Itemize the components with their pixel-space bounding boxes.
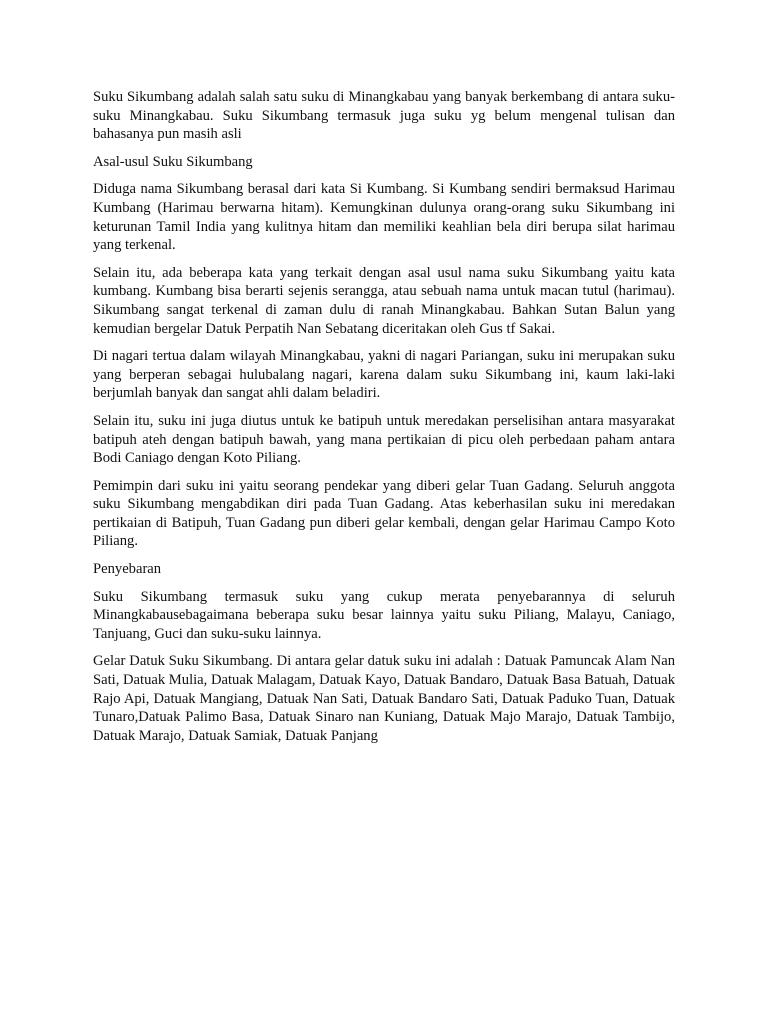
paragraph-distribution: Suku Sikumbang termasuk suku yang cukup merata penyebarannya di seluruh Minangkabausebagaimana beberapa suku besar lainnya yaitu suku Piliang, Malayu, Caniago, Tanjuang, Guci dan suku-suku lainnya. [93, 588, 675, 642]
paragraph-batipuh: Selain itu, suku ini juga diutus untuk ke batipuh untuk meredakan perselisihan antara masyarakat batipuh ateh dengan batipuh bawah, yang mana pertikaian di picu oleh perbedaan paham antara Bodi Caniago dengan Koto Piliang. [93, 412, 675, 467]
paragraph-kumbang-meaning: Selain itu, ada beberapa kata yang terkait dengan asal usul nama suku Sikumbang yaitu kata kumbang. Kumbang bisa berarti sejenis serangga, atau sebuah nama untuk macan tutul (harimau). Sikumbang sangat terkenal di zaman dulu di ranah Minangkabau. Bahkan Sutan Balun yang kemudian bergelar Datuk Perpatih Nan Sebatang diceritakan oleh Gus tf Sakai. [93, 264, 675, 337]
paragraph-tuan-gadang: Pemimpin dari suku ini yaitu seorang pendekar yang diberi gelar Tuan Gadang. Seluruh anggota suku Sikumbang mengabdikan diri pada Tuan Gadang. Atas keberhasilan suku ini meredakan pertikaian di Batipuh, Tuan Gadang pun diberi gelar kembali, dengan gelar Harimau Campo Koto Piliang. [93, 477, 675, 550]
paragraph-origin-name: Diduga nama Sikumbang berasal dari kata Si Kumbang. Si Kumbang sendiri bermaksud Harimau Kumbang (Harimau berwarna hitam). Kemungkinan dulunya orang-orang suku Sikumbang ini keturunan Tamil India yang kulitnya hitam dan memiliki keahlian bela diri berupa silat harimau yang terkenal. [93, 181, 675, 254]
paragraph-intro: Suku Sikumbang adalah salah satu suku di Minangkabau yang banyak berkembang di antara suku-suku Minangkabau. Suku Sikumbang termasuk juga suku yg belum mengenal tulisan dan bahasanya pun masih asli [93, 89, 675, 143]
heading-distribution: Penyebaran [93, 561, 162, 578]
document-page [93, 88, 675, 754]
heading-origin: Asal-usul Suku Sikumbang [93, 153, 253, 170]
paragraph-pariangan: Di nagari tertua dalam wilayah Minangkabau, yakni di nagari Pariangan, suku ini merupakan suku yang berperan sebagai hulubalang nagari, karena dalam suku Sikumbang ini, kaum laki-laki berjumlah banyak dan sangat ahli dalam beladiri. [93, 348, 675, 402]
paragraph-datuk-titles: Gelar Datuk Suku Sikumbang. Di antara gelar datuk suku ini adalah : Datuak Pamuncak Alam Nan Sati, Datuak Mulia, Datuak Malagam, Datuak Kayo, Datuak Bandaro, Datuak Basa Batuah, Datuak Rajo Api, Datuak Mangiang, Datuak Nan Sati, Datuak Bandaro Sati, Datuak Paduko Tuan, Datuak Tunaro,Datuak Palimo Basa, Datuak Sinaro nan Kuniang, Datuak Majo Marajo, Datuak Tambijo, Datuak Marajo, Datuak Samiak, Datuak Panjang [93, 653, 675, 744]
